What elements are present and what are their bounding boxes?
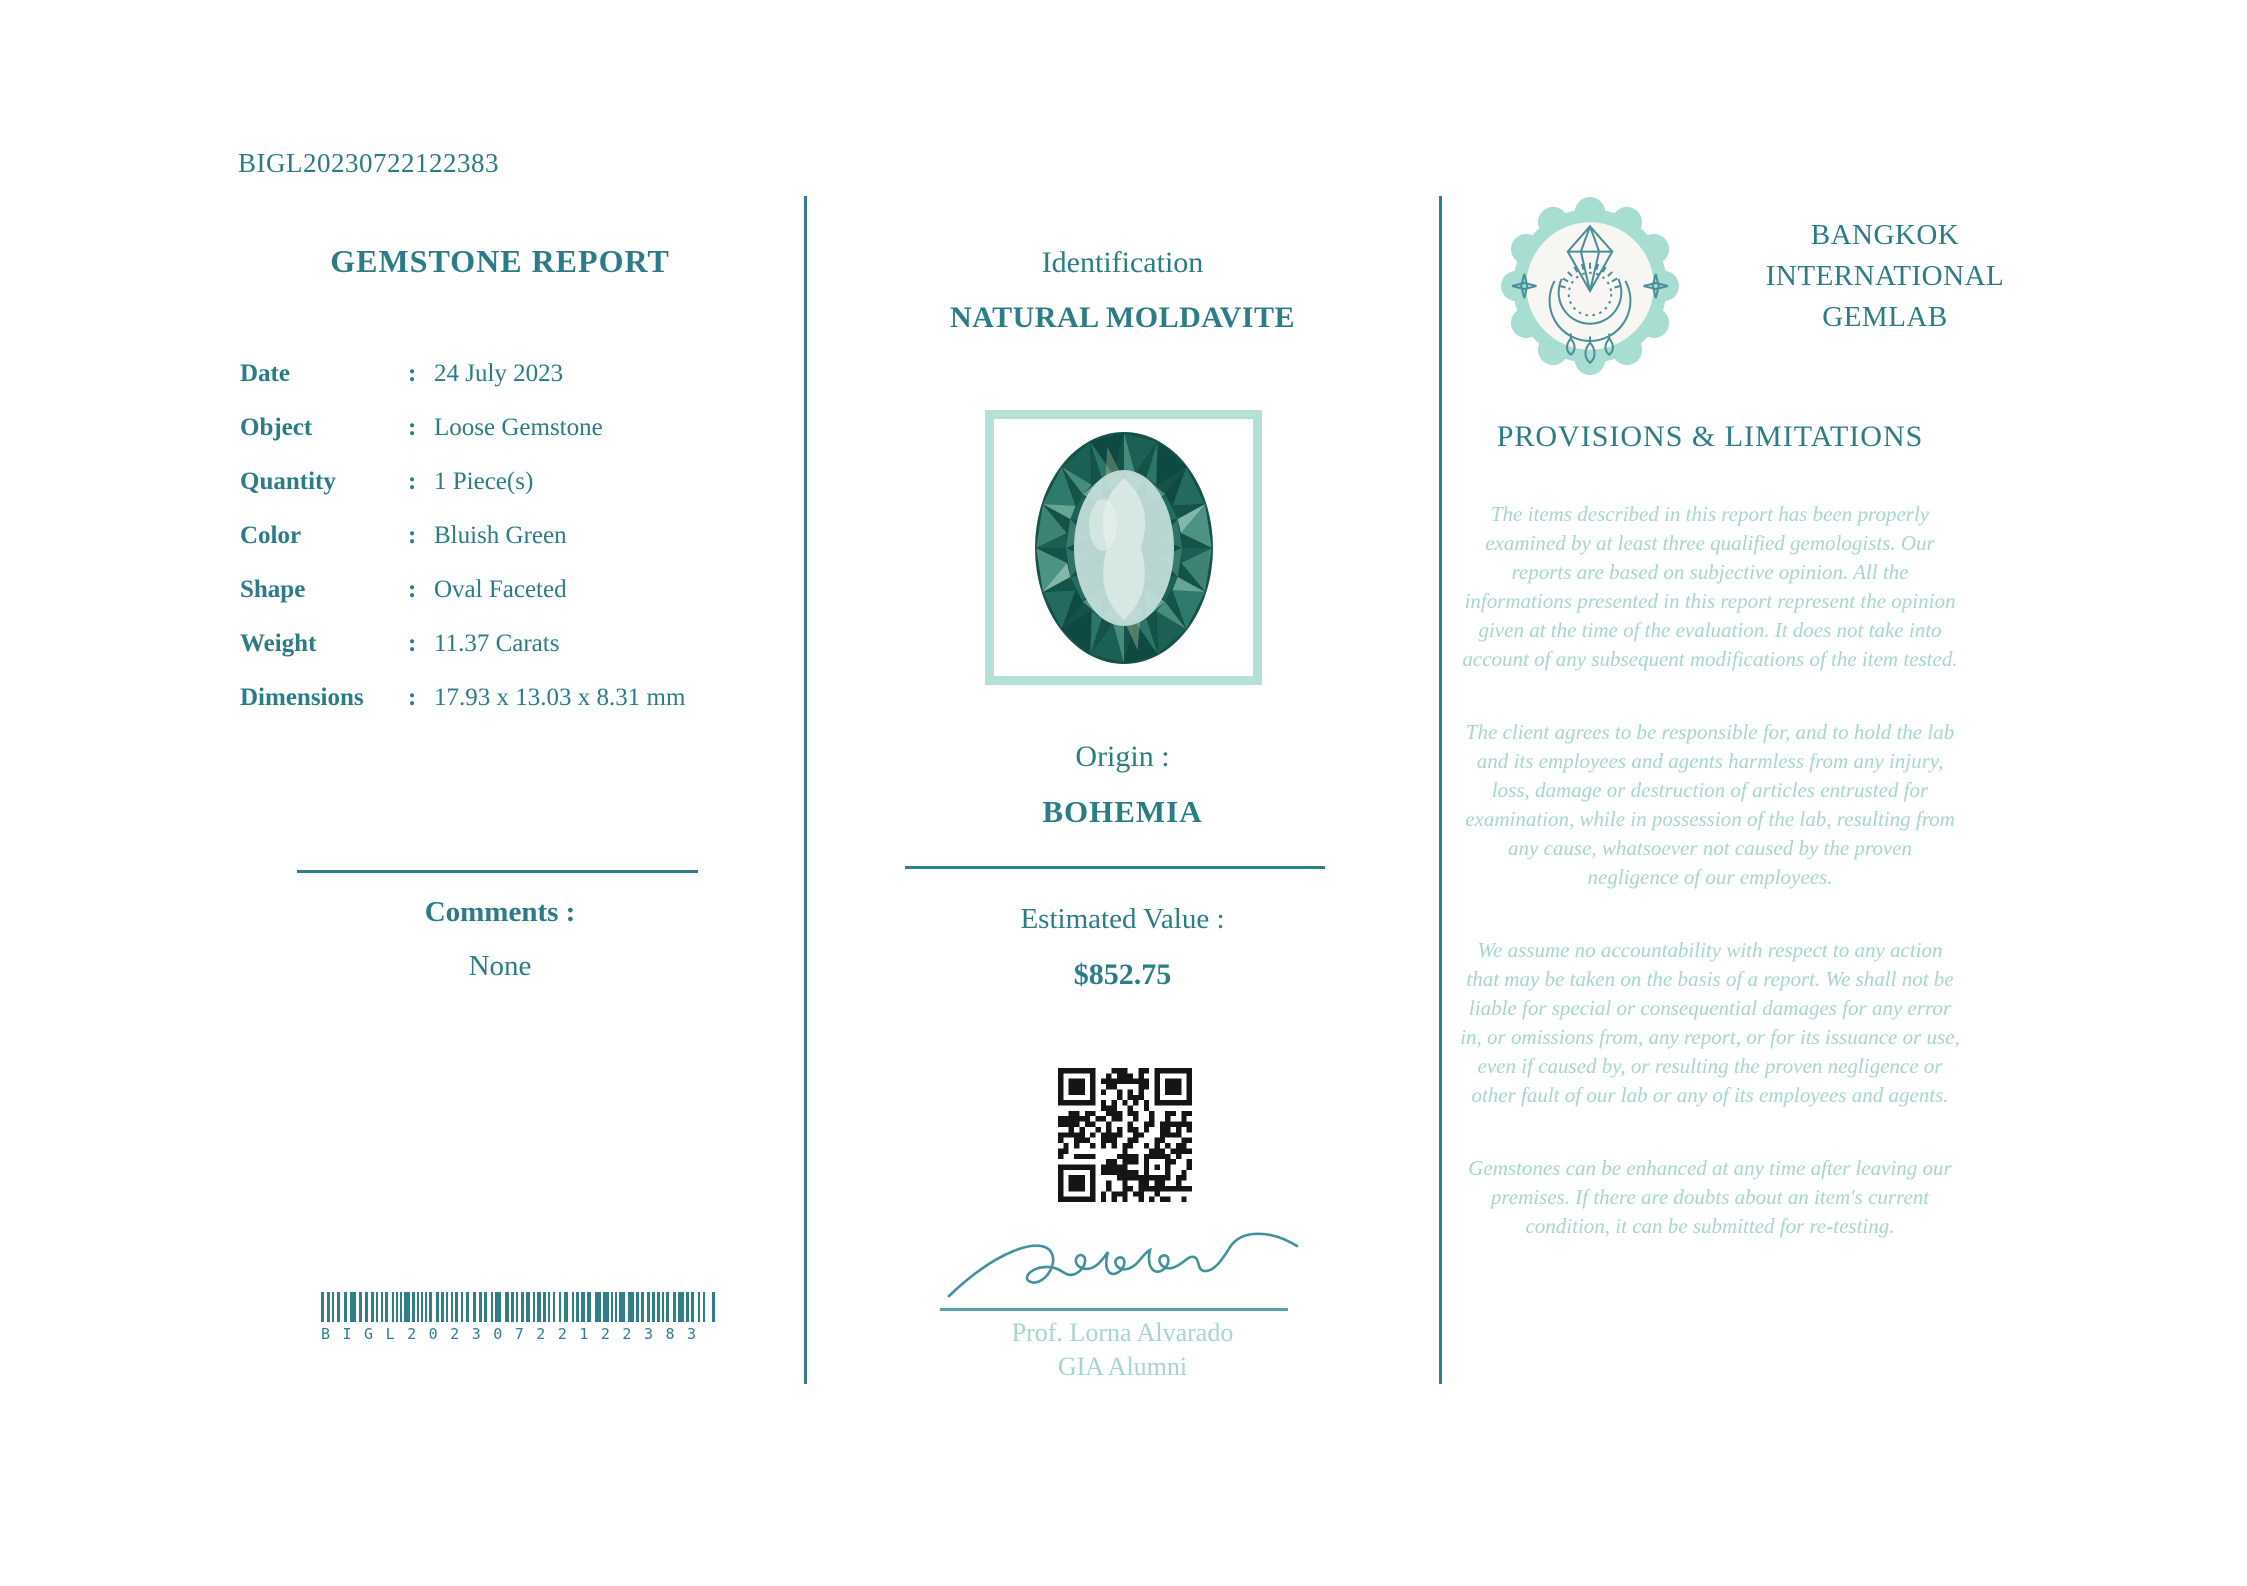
detail-label: Date bbox=[240, 360, 290, 387]
provisions-paragraph: The items described in this report has been properly examined by at least three qualified gemologists. Our reports are based on subjective opinion. All the informations presented in this report represent the opinion given at the time of the evaluation. It does not take into account of any subsequent modifications of the item tested. bbox=[1462, 502, 1958, 671]
comments-divider bbox=[297, 870, 698, 873]
detail-label: Shape bbox=[240, 576, 306, 603]
detail-colon: : bbox=[408, 522, 417, 549]
detail-label: Dimensions bbox=[240, 684, 364, 711]
detail-row-quantity bbox=[240, 468, 760, 522]
details-table bbox=[240, 360, 760, 738]
origin-value: BOHEMIA bbox=[1042, 794, 1203, 829]
gem-highlight bbox=[1102, 478, 1145, 620]
detail-row-color bbox=[240, 522, 760, 576]
detail-value: 1 Piece(s) bbox=[434, 468, 534, 495]
estimated-value-label: Estimated Value : bbox=[1020, 903, 1225, 935]
detail-value: Loose Gemstone bbox=[434, 414, 603, 441]
gem-image bbox=[1031, 429, 1217, 667]
provisions-paragraph: Gemstones can be enhanced at any time after leaving our premises. If there are doubts about an item's current condition, it can be submitted for re-testing. bbox=[1468, 1156, 1952, 1238]
detail-colon: : bbox=[408, 360, 417, 387]
signatory-credential: GIA Alumni bbox=[1057, 1352, 1188, 1381]
comments-value: None bbox=[468, 950, 532, 982]
identification-title: NATURAL MOLDAVITE bbox=[950, 301, 1295, 334]
detail-colon: : bbox=[408, 684, 417, 711]
detail-row-weight bbox=[240, 630, 760, 684]
report-number: BIGL20230722122383 bbox=[238, 148, 499, 178]
barcode-bars bbox=[321, 1292, 716, 1322]
lab-logo-icon bbox=[1500, 196, 1680, 376]
origin-divider bbox=[905, 866, 1325, 869]
detail-colon: : bbox=[408, 468, 417, 495]
provisions-text bbox=[1460, 500, 1960, 1285]
identification-label: Identification bbox=[1041, 246, 1204, 279]
detail-label: Quantity bbox=[240, 468, 336, 495]
barcode-text: BIGL20230722122383 bbox=[321, 1325, 709, 1343]
detail-label: Color bbox=[240, 522, 302, 549]
barcode bbox=[321, 1292, 716, 1343]
detail-value: 17.93 x 13.03 x 8.31 mm bbox=[434, 684, 686, 711]
detail-label: Object bbox=[240, 414, 313, 441]
detail-row-object bbox=[240, 414, 760, 468]
column-divider-right bbox=[1439, 196, 1442, 1384]
provisions-title: PROVISIONS & LIMITATIONS bbox=[1496, 420, 1924, 453]
detail-value: Oval Faceted bbox=[434, 576, 567, 603]
detail-row-dimensions bbox=[240, 684, 760, 738]
lab-name: BANGKOK INTERNATIONAL GEMLAB bbox=[1765, 219, 2005, 333]
comments-label: Comments : bbox=[424, 896, 576, 928]
detail-colon: : bbox=[408, 630, 417, 657]
detail-row-shape bbox=[240, 576, 760, 630]
detail-value: 24 July 2023 bbox=[434, 360, 564, 387]
detail-colon: : bbox=[408, 414, 417, 441]
signatory-name: Prof. Lorna Alvarado bbox=[1011, 1318, 1234, 1347]
report-title: GEMSTONE REPORT bbox=[330, 243, 670, 279]
column-divider-left bbox=[804, 196, 807, 1384]
detail-colon: : bbox=[408, 576, 417, 603]
provisions-paragraph: We assume no accountability with respect to any action that may be taken on the basis of a report. We shall not be liable for special or consequential damages for any error in, or omissions from, any report, or for its issuance or use, even if caused by, or resulting the proven negligence or other fault of our lab or any of its employees and agents. bbox=[1460, 938, 1960, 1107]
detail-row-date bbox=[240, 360, 760, 414]
detail-label: Weight bbox=[240, 630, 317, 657]
qr-code-icon bbox=[1058, 1068, 1192, 1202]
signature-line bbox=[940, 1308, 1288, 1311]
origin-label: Origin : bbox=[1075, 740, 1170, 773]
gem-photo-frame bbox=[985, 410, 1262, 685]
detail-value: Bluish Green bbox=[434, 522, 567, 549]
provisions-paragraph: The client agrees to be responsible for, and to hold the lab and its employees and agents harmless from any injury, loss, damage or destruction of articles entrusted for examination, while in possession of the lab, resulting from any cause, whatsoever not caused by the proven negligence of our employees. bbox=[1465, 720, 1955, 889]
estimated-value: $852.75 bbox=[1073, 958, 1172, 991]
signature-icon bbox=[945, 1222, 1305, 1314]
detail-value: 11.37 Carats bbox=[434, 630, 560, 657]
